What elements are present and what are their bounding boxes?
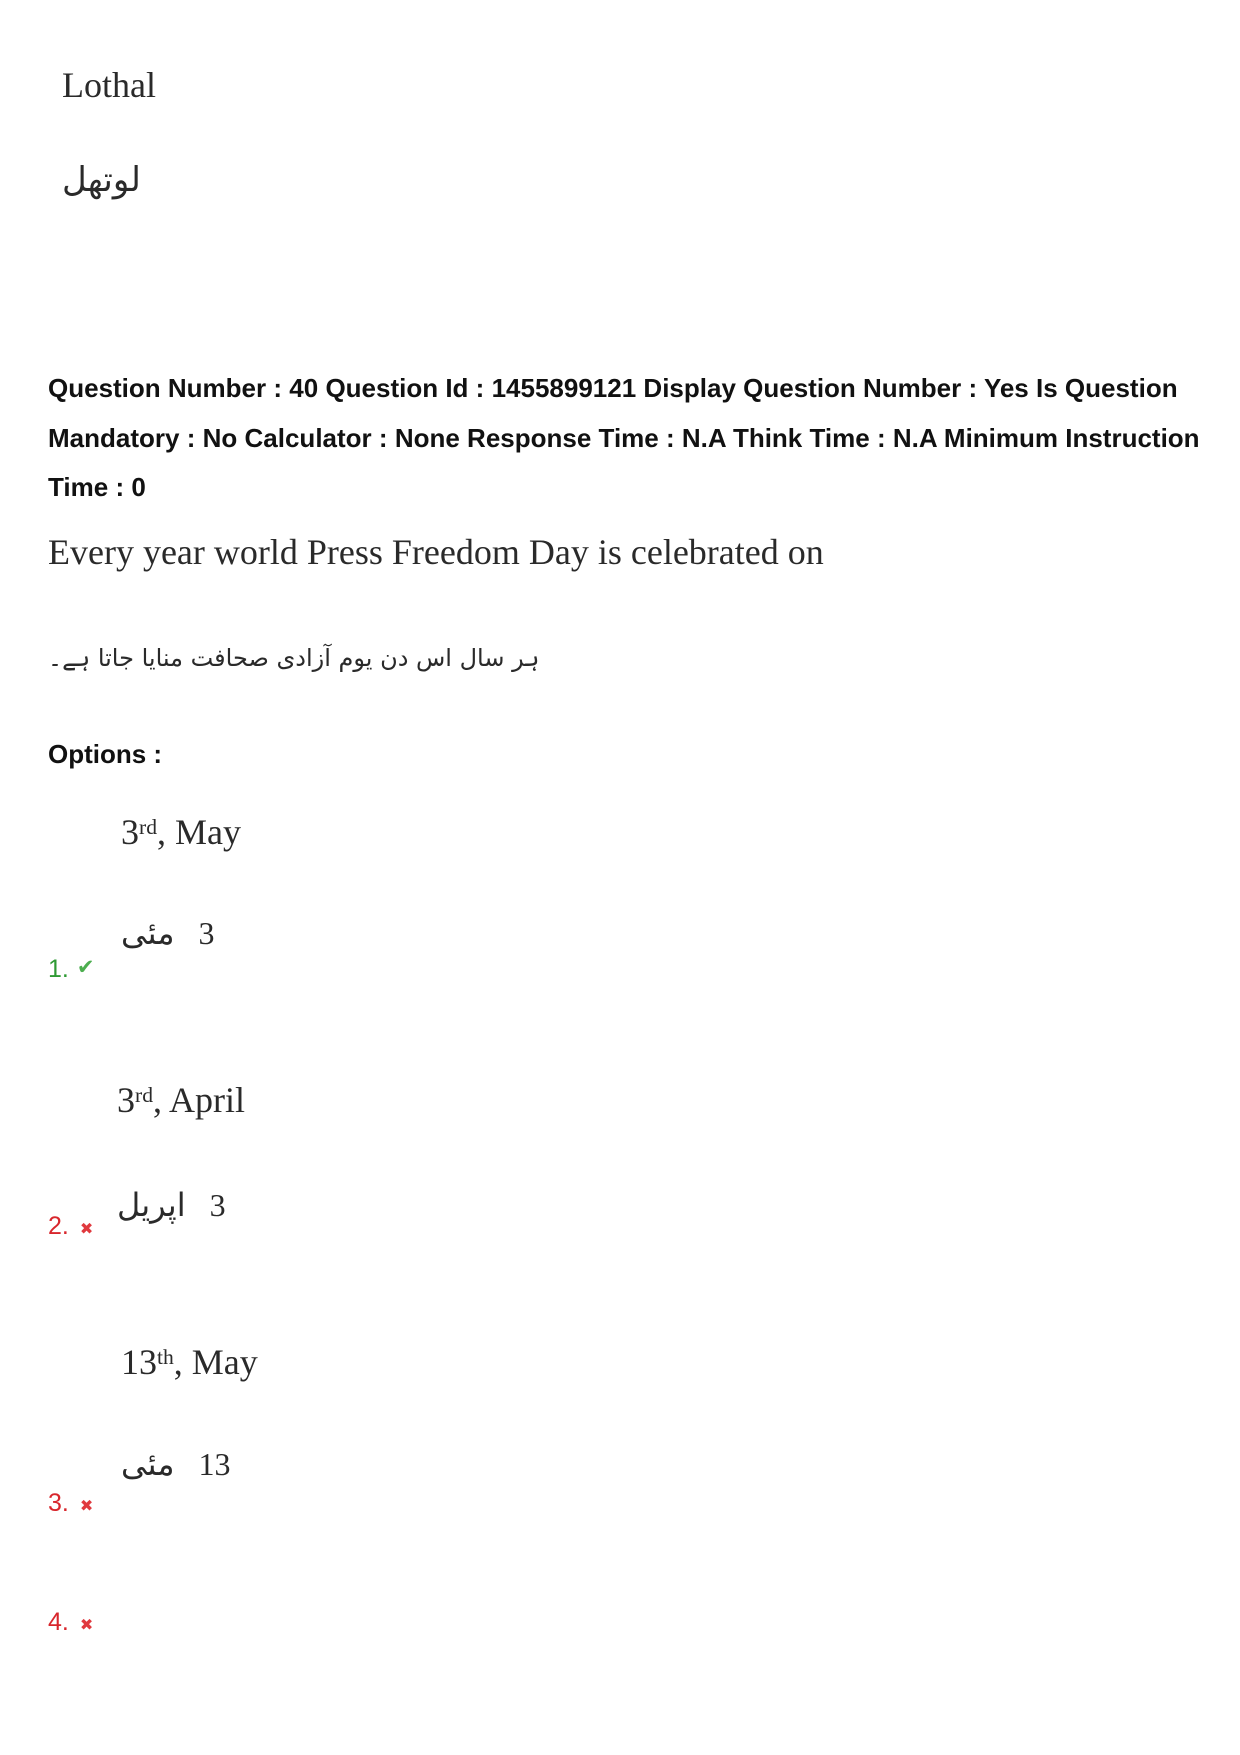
option-day: 3 — [117, 1080, 135, 1120]
meta-separator: : — [186, 422, 196, 453]
meta-value: None — [394, 422, 460, 453]
option-day: 13 — [121, 1342, 157, 1382]
option-month: , May — [173, 1342, 258, 1382]
meta-label: Question Id — [325, 373, 469, 403]
option-1-label — [48, 953, 94, 984]
options-heading: Options : — [48, 739, 163, 769]
meta-separator: : — [876, 422, 886, 453]
option-3-english — [121, 1342, 258, 1382]
question-text-urdu: ہر سال اس دن یوم آزادی صحافت منایا جاتا ہے۔ — [48, 644, 540, 672]
cross-icon — [80, 1213, 93, 1238]
meta-value: 40 — [289, 373, 319, 403]
meta-label: Minimum Instruction Time — [48, 422, 1200, 503]
meta-label: Question Number — [48, 373, 267, 403]
option-day-suffix: rd — [135, 1083, 153, 1107]
meta-value: N.A — [681, 422, 726, 453]
meta-calculator — [245, 423, 460, 453]
meta-separator: : — [665, 422, 675, 453]
option-3-urdu: 13 مئی — [121, 1446, 231, 1482]
meta-question-id — [325, 373, 636, 403]
option-2-urdu: 3 اپریل — [117, 1187, 226, 1223]
option-1-urdu: 3 مئی — [121, 915, 215, 951]
meta-separator: : — [968, 373, 978, 403]
question-meta-info — [48, 364, 1228, 513]
meta-question-number — [48, 373, 318, 403]
option-month: , May — [157, 812, 241, 852]
option-number: 1. — [48, 955, 69, 983]
option-1-english — [121, 812, 241, 852]
option-number: 4. — [48, 1608, 69, 1636]
meta-label: Calculator — [244, 422, 372, 453]
option-number: 2. — [48, 1212, 69, 1240]
meta-value: No — [202, 422, 238, 453]
meta-response-time — [467, 423, 726, 453]
meta-label: Response Time — [467, 422, 659, 453]
meta-value: 1455899121 — [491, 373, 637, 403]
meta-separator: : — [475, 373, 485, 403]
option-day-suffix: rd — [139, 815, 157, 839]
meta-value: 0 — [131, 472, 146, 503]
meta-label: Think Time — [732, 422, 870, 453]
cross-icon — [80, 1490, 93, 1515]
option-month: , April — [153, 1080, 246, 1120]
meta-value: N.A — [892, 422, 937, 453]
meta-label: Is Question Mandatory — [48, 373, 1178, 453]
option-4-label — [48, 1607, 93, 1637]
meta-display-question-number — [643, 373, 1028, 403]
cross-icon — [80, 1609, 93, 1634]
option-2-label — [48, 1211, 93, 1241]
meta-label: Display Question Number — [643, 373, 962, 403]
check-icon — [77, 953, 95, 978]
previous-option-urdu: لوتھل — [62, 160, 141, 200]
meta-value: Yes — [983, 373, 1029, 403]
option-day: 3 — [121, 812, 139, 852]
option-day-suffix: th — [157, 1345, 174, 1369]
meta-separator: : — [115, 472, 125, 503]
meta-separator: : — [378, 422, 388, 453]
meta-separator: : — [273, 373, 283, 403]
option-number: 3. — [48, 1489, 69, 1517]
meta-think-time — [733, 423, 937, 453]
option-3-label — [48, 1488, 93, 1518]
option-2-english — [117, 1080, 245, 1120]
previous-option-english: Lothal — [62, 65, 156, 105]
question-text-english: Every year world Press Freedom Day is celebrated on — [48, 532, 824, 572]
